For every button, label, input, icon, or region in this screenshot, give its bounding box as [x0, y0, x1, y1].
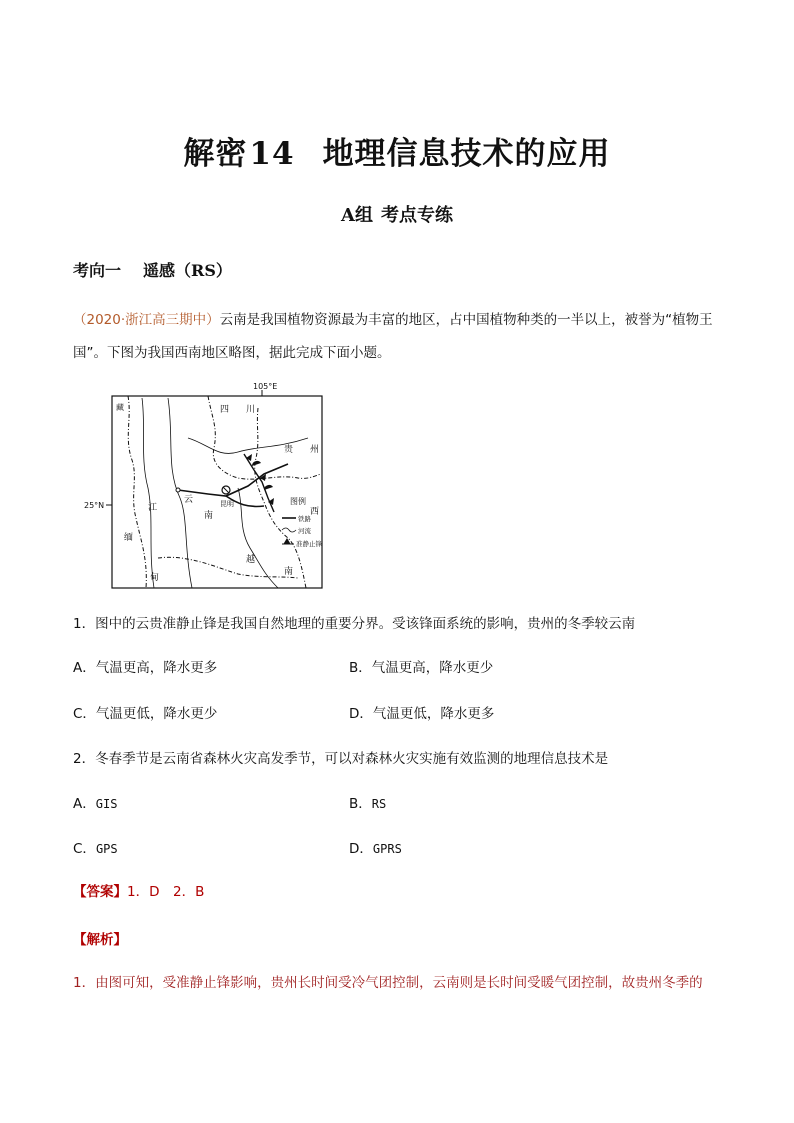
- question-intro: [73, 304, 728, 370]
- legend-front: 准静止锋: [296, 540, 322, 548]
- southwest-china-map: [84, 378, 328, 593]
- label-kunming: 昆明: [220, 500, 234, 508]
- answer-line: [73, 880, 204, 900]
- legend-railway: 铁路: [298, 515, 311, 523]
- question-2-stem: 2．冬春季节是云南省森林火灾高发季节，可以对森林火灾实施有效监测的地理信息技术是: [73, 751, 609, 767]
- label-guizhou-2: 州: [310, 445, 320, 455]
- label-myanmar-1: 缅: [124, 533, 134, 543]
- label-vietnam-1: 越: [246, 555, 256, 565]
- question-1-option-b[interactable]: B．气温更高，降水更少: [349, 660, 494, 676]
- question-2-option-b[interactable]: [349, 792, 386, 812]
- title-prefix: 解密: [183, 136, 248, 172]
- question-1-option-d[interactable]: D．气温更低，降水更多: [349, 706, 495, 722]
- label-myanmar-2: 甸: [150, 573, 160, 583]
- option-value: GIS: [95, 797, 118, 811]
- label-guangxi: 西: [310, 507, 320, 517]
- question-2-option-c[interactable]: [73, 837, 118, 857]
- legend-river: 河流: [298, 527, 311, 535]
- label-jiang: 江: [148, 503, 158, 513]
- label-tibet: 藏: [116, 403, 124, 412]
- city-dot-west: [176, 488, 180, 492]
- title-text: 地理信息技术的应用: [322, 136, 611, 172]
- legend-title: 图例: [290, 497, 306, 506]
- explanation-text: 1．由图可知，受准静止锋影响，贵州长时间受冷气团控制，云南则是长时间受暖气团控制，故贵州冬季的: [73, 975, 703, 991]
- group-label: A组: [341, 205, 373, 226]
- option-value: GPRS: [372, 842, 402, 856]
- label-vietnam-2: 南: [284, 567, 294, 577]
- page-title: [0, 128, 794, 173]
- label-sichuan-2: 川: [246, 405, 256, 415]
- answer-value: 1．D 2．B: [127, 884, 205, 900]
- option-value: RS: [371, 797, 387, 811]
- section-topic: 遥感（RS）: [143, 261, 232, 280]
- answer-label: 【答案】: [73, 884, 127, 900]
- option-letter: D．: [349, 841, 373, 857]
- option-letter: C．: [73, 841, 96, 857]
- option-value: GPS: [95, 842, 118, 856]
- question-1-option-c[interactable]: C．气温更低，降水更少: [73, 706, 218, 722]
- explanation-label: 【解析】: [73, 932, 127, 948]
- option-letter: A．: [73, 796, 96, 812]
- label-yunnan-1: 云: [184, 495, 194, 505]
- label-sichuan-1: 四: [220, 405, 230, 415]
- group-subtitle: [0, 201, 794, 227]
- question-source: （2020·浙江高三期中）: [73, 312, 220, 328]
- section-label: 考向一: [73, 261, 122, 280]
- section-heading: [73, 258, 232, 281]
- question-2-option-d[interactable]: [349, 837, 402, 857]
- question-1-stem: 1．图中的云贵准静止锋是我国自然地理的重要分界。受该锋面系统的影响，贵州的冬季较云南: [73, 616, 636, 632]
- group-text: 考点专练: [380, 205, 453, 226]
- longitude-label: 105°E: [253, 382, 278, 391]
- latitude-label: 25°N: [84, 501, 105, 510]
- question-2-option-a[interactable]: [73, 792, 117, 812]
- intro-text: 云南是我国植物资源最为丰富的地区，占中国植物种类的一半以上，被誉为“植物王国”。下图为我国西南地区略图，据此完成下面小题。: [73, 312, 713, 361]
- option-letter: B．: [349, 796, 372, 812]
- title-number: 14: [249, 136, 295, 172]
- question-1-option-a[interactable]: A．气温更高，降水更多: [73, 660, 218, 676]
- label-yunnan-2: 南: [204, 511, 214, 521]
- label-guizhou-1: 贵: [284, 445, 294, 455]
